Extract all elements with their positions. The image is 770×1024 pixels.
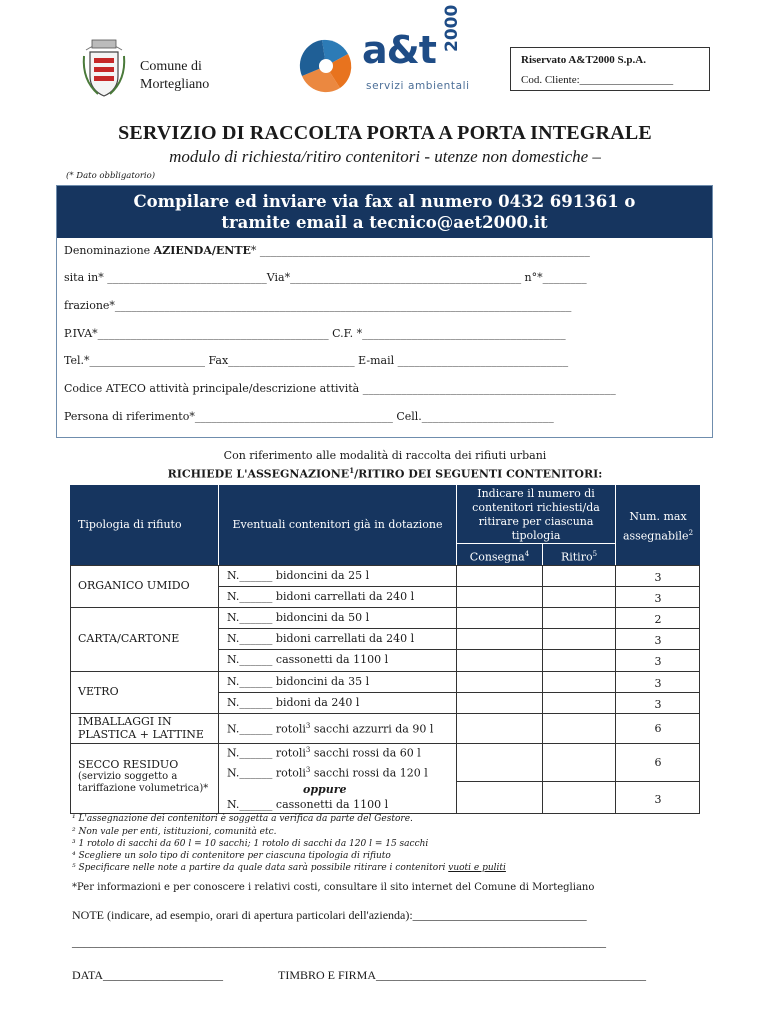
header-consegna-sup: 4 [524,550,530,558]
row-divider [219,649,700,650]
container-row-sup: 3 [305,766,311,774]
footnote-2: ² Non vale per enti, istituzioni, comunità etc. [72,827,277,837]
col-divider [542,565,543,813]
container-row[interactable]: N.______ bidoni carrellati da 240 l [227,590,415,603]
max-value: 3 [654,698,662,711]
banner-line2: tramite email a tecnico@aet2000.it [221,213,548,232]
header-num-max-text: Num. max assegnabile [622,510,689,543]
ateco-field[interactable]: Codice ATECO attività principale/descrizione attività ______________________________________________ [64,382,616,395]
category-carta: CARTA/CARTONE [78,632,180,645]
max-value: 6 [654,756,662,769]
max-value: 2 [654,613,662,626]
denominazione-bold: AZIENDA/ENTE [153,244,251,257]
address-field[interactable]: sita in* _____________________________Via*__________________________________________ n°*________ [64,271,587,284]
page-title: SERVIZIO DI RACCOLTA PORTA A PORTA INTEGRALE [118,122,652,144]
client-code-field[interactable]: Cod. Cliente:_________________ [521,74,674,86]
row-divider [457,781,700,782]
header-consegna [457,544,542,565]
footnote-5-underlined: vuoti e puliti [448,863,506,873]
category-vetro: VETRO [78,685,119,698]
container-row[interactable]: N.______ bidoni carrellati da 240 l [227,632,415,645]
container-row-sup: 3 [305,722,311,730]
header-ritiro-text: Ritiro [560,550,593,564]
row-divider [70,713,700,714]
banner-line1: Compilare ed inviare via fax al numero 0432 691361 o [133,192,636,211]
container-row[interactable] [227,746,421,760]
footnote-5-text: ⁵ Specificare nelle note a partire da quale data sarà possibile ritirare i contenitori [72,863,449,873]
header-consegna-text: Consegna [469,550,525,564]
request-heading-b: /RITIRO DEI SEGUENTI CONTENITORI [354,467,599,481]
category-imballaggi-line1: IMBALLAGGI IN [78,715,172,728]
header-num-max-sup: 2 [688,529,694,537]
denominazione-line: * ____________________________________________________________ [250,244,590,257]
date-field[interactable]: DATA____________________ [72,968,224,982]
container-row[interactable]: N.______ bidoni da 240 l [227,696,360,709]
header-indicare: Indicare il numero di contenitori richiesti/da ritirare per ciascuna tipologia [457,485,615,543]
comune-line1: Comune di [140,59,202,74]
reserved-title: Riservato A&T2000 S.p.A. [521,54,646,66]
footnote-3: ³ 1 rotolo di sacchi da 60 l = 10 sacchi; 1 rotolo di sacchi da 120 l = 15 sacchi [72,839,429,849]
container-row[interactable]: N.______ bidoncini da 25 l [227,569,370,582]
category-secco [78,759,208,795]
container-row-desc: sacchi rossi da 60 l [310,746,421,760]
logo-wordmark: a&t [362,28,436,72]
category-imballaggi [78,715,204,741]
category-secco-line1: SECCO RESIDUO [78,758,179,771]
footnote-1: ¹ L'assegnazione dei contenitori è soggetta a verifica da parte del Gestore. [72,814,413,824]
logo-year: 2000 [442,4,462,52]
category-secco-line2: (servizio soggetto a [78,771,178,782]
header-tipologia: Tipologia di rifiuto [70,485,218,565]
row-divider [70,743,700,744]
containers-table [70,485,700,815]
container-row[interactable]: N.______ cassonetti da 1100 l [227,653,389,666]
request-heading-sup: 1 [349,466,355,475]
row-divider [219,586,700,587]
logo-tagline: servizi ambientali [366,80,470,92]
row-divider [219,628,700,629]
header-num-max [616,485,700,565]
header-ritiro-sup: 5 [592,550,598,558]
category-organico: ORGANICO UMIDO [78,579,190,592]
aet2000-logo [296,4,476,98]
category-imballaggi-line2: PLASTICA + LATTINE [78,728,204,741]
row-divider [219,692,700,693]
container-row[interactable]: N.______ bidoncini da 50 l [227,611,370,624]
footnote-4: ⁴ Scegliere un solo tipo di contenitore per ciascuna tipologia di rifiuto [72,851,391,861]
container-row[interactable]: N.______ cassonetti da 1100 l [227,798,389,811]
container-row-desc: sacchi rossi da 120 l [310,766,428,780]
stamp-signature-field[interactable]: TIMBRO E FIRMA_____________________________________________ [278,968,647,982]
comune-crest-logo [78,36,130,100]
row-divider [70,607,700,608]
footnote-5 [72,863,506,873]
container-row-desc: sacchi azzurri da 90 l [310,722,434,736]
header-ritiro [543,544,615,565]
container-row[interactable]: N.______ bidoncini da 35 l [227,675,370,688]
reference-person-field[interactable]: Persona di riferimento*____________________________________ Cell.________________________ [64,410,554,423]
container-row[interactable] [227,766,428,780]
container-row-qty: N.______ rotoli [227,746,306,760]
container-row-sup: 3 [305,746,311,754]
category-secco-line3: tariffazione volumetrica)* [78,783,209,794]
denominazione-field[interactable] [64,244,590,257]
contacts-field[interactable]: Tel.*_____________________ Fax_______________________ E-mail _______________________________ [64,354,569,367]
container-row-qty: N.______ rotoli [227,766,306,780]
request-heading-colon: : [598,467,603,481]
container-row-qty: N.______ rotoli [227,722,306,736]
send-instructions-banner [57,186,712,238]
comune-name [140,58,209,94]
row-divider [70,671,700,672]
container-row[interactable] [227,722,433,736]
max-value: 3 [654,571,662,584]
piva-cf-field[interactable]: P.IVA*__________________________________________ C.F. *_____________________________________ [64,327,566,340]
max-value: 6 [654,722,662,735]
header-contenitori: Eventuali contenitori già in dotazione [219,485,456,565]
max-value: 3 [654,677,662,690]
max-value: 3 [654,655,662,668]
max-value: 3 [654,592,662,605]
notes-extra-line[interactable]: _________________________________________________________________________________________ [72,935,606,949]
request-heading [0,466,770,481]
col-divider [456,565,457,813]
col-divider [70,565,71,813]
row-divider [70,565,700,566]
comune-line2: Mortegliano [140,77,210,92]
info-note: *Per informazioni e per conoscere i relativi costi, consultare il sito internet del Comune di Mortegliano [72,882,595,893]
notes-field[interactable]: NOTE (indicare, ad esempio, orari di apertura particolari dell'azienda):_____________________________ [72,908,587,922]
frazione-field[interactable]: frazione*___________________________________________________________________________________ [64,299,572,312]
request-heading-a: RICHIEDE L'ASSEGNAZIONE [167,467,350,481]
max-value: 3 [654,634,662,647]
col-divider [218,565,219,813]
mandatory-note: (* Dato obbligatorio) [66,171,156,181]
max-value: 3 [654,793,662,806]
page-subtitle: modulo di richiesta/ritiro contenitori - utenze non domestiche – [169,147,601,166]
denominazione-label: Denominazione [64,244,154,257]
oppure-label: oppure [303,783,347,796]
reserved-box [510,47,710,91]
intro-text: Con riferimento alle modalità di raccolta dei rifiuti urbani [223,449,547,462]
